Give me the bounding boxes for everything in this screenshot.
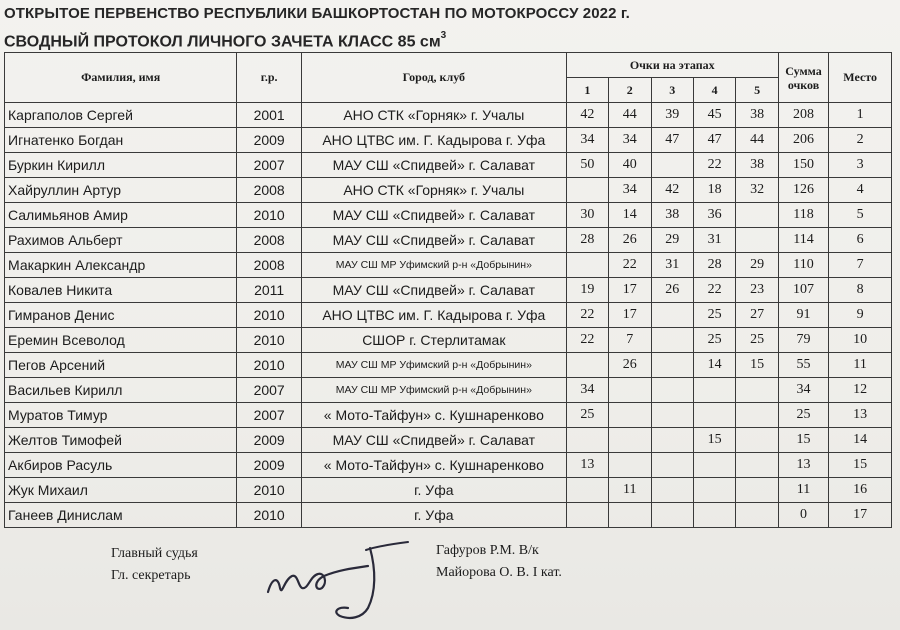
stage-2-points: 34 — [609, 178, 651, 203]
place: 5 — [829, 203, 892, 228]
table-row — [5, 253, 892, 278]
stage-3-points: 26 — [651, 278, 693, 303]
stage-1-points — [566, 478, 608, 503]
stage-3-points — [651, 353, 693, 378]
rider-name: Салимьянов Амир — [5, 203, 237, 228]
stage-3-points: 47 — [651, 128, 693, 153]
stage-1-points: 42 — [566, 103, 608, 128]
place: 14 — [829, 428, 892, 453]
header-stage-3: 3 — [651, 78, 693, 103]
table-row — [5, 453, 892, 478]
stage-3-points — [651, 378, 693, 403]
birth-year: 2010 — [237, 203, 302, 228]
stage-4-points — [693, 403, 735, 428]
table-row — [5, 403, 892, 428]
stage-4-points: 22 — [693, 278, 735, 303]
stage-5-points: 23 — [736, 278, 778, 303]
stage-5-points: 29 — [736, 253, 778, 278]
club: МАУ СШ «Спидвей» г. Салават — [301, 228, 566, 253]
stage-3-points — [651, 303, 693, 328]
rider-name: Гимранов Денис — [5, 303, 237, 328]
table-row — [5, 428, 892, 453]
total-points: 206 — [778, 128, 829, 153]
table-row — [5, 228, 892, 253]
header-place: Место — [829, 53, 892, 103]
stage-1-points — [566, 428, 608, 453]
table-row — [5, 378, 892, 403]
handwritten-signature — [258, 530, 418, 625]
header-club: Город, клуб — [301, 53, 566, 103]
total-points: 110 — [778, 253, 829, 278]
total-points: 114 — [778, 228, 829, 253]
club: МАУ СШ «Спидвей» г. Салават — [301, 203, 566, 228]
place: 6 — [829, 228, 892, 253]
stage-2-points — [609, 403, 651, 428]
stage-4-points: 18 — [693, 178, 735, 203]
table-row — [5, 478, 892, 503]
stage-3-points — [651, 328, 693, 353]
total-points: 25 — [778, 403, 829, 428]
stage-4-points: 36 — [693, 203, 735, 228]
rider-name: Игнатенко Богдан — [5, 128, 237, 153]
birth-year: 2007 — [237, 403, 302, 428]
club: « Мото-Тайфун» с. Кушнаренково — [301, 403, 566, 428]
results-table — [4, 52, 892, 528]
birth-year: 2011 — [237, 278, 302, 303]
stage-3-points — [651, 403, 693, 428]
stage-1-points — [566, 353, 608, 378]
stage-3-points: 42 — [651, 178, 693, 203]
birth-year: 2009 — [237, 128, 302, 153]
header-stage-1: 1 — [566, 78, 608, 103]
stage-5-points — [736, 453, 778, 478]
stage-1-points: 19 — [566, 278, 608, 303]
club: МАУ СШ «Спидвей» г. Салават — [301, 428, 566, 453]
rider-name: Ганеев Динислам — [5, 503, 237, 528]
total-points: 150 — [778, 153, 829, 178]
club: СШОР г. Стерлитамак — [301, 328, 566, 353]
club: г. Уфа — [301, 478, 566, 503]
birth-year: 2009 — [237, 453, 302, 478]
header-name: Фамилия, имя — [5, 53, 237, 103]
stage-4-points: 45 — [693, 103, 735, 128]
stage-2-points: 26 — [609, 228, 651, 253]
stage-2-points: 44 — [609, 103, 651, 128]
rider-name: Рахимов Альберт — [5, 228, 237, 253]
table-row — [5, 103, 892, 128]
birth-year: 2010 — [237, 303, 302, 328]
club: АНО СТК «Горняк» г. Учалы — [301, 178, 566, 203]
stage-5-points — [736, 478, 778, 503]
place: 3 — [829, 153, 892, 178]
stage-1-points: 22 — [566, 303, 608, 328]
stage-2-points: 26 — [609, 353, 651, 378]
stage-2-points: 17 — [609, 278, 651, 303]
total-points: 91 — [778, 303, 829, 328]
birth-year: 2001 — [237, 103, 302, 128]
secretary-label: Гл. секретарь — [111, 568, 191, 583]
stage-2-points: 34 — [609, 128, 651, 153]
rider-name: Буркин Кирилл — [5, 153, 237, 178]
stage-1-points: 22 — [566, 328, 608, 353]
stage-5-points: 32 — [736, 178, 778, 203]
place: 7 — [829, 253, 892, 278]
place: 11 — [829, 353, 892, 378]
stage-3-points — [651, 428, 693, 453]
table-row — [5, 303, 892, 328]
birth-year: 2010 — [237, 353, 302, 378]
rider-name: Макаркин Александр — [5, 253, 237, 278]
total-points: 0 — [778, 503, 829, 528]
stage-4-points: 15 — [693, 428, 735, 453]
stage-1-points: 28 — [566, 228, 608, 253]
place: 17 — [829, 503, 892, 528]
stage-2-points — [609, 503, 651, 528]
stage-5-points: 38 — [736, 103, 778, 128]
header-stage-2: 2 — [609, 78, 651, 103]
birth-year: 2010 — [237, 328, 302, 353]
stage-2-points — [609, 428, 651, 453]
stage-2-points — [609, 378, 651, 403]
total-points: 15 — [778, 428, 829, 453]
protocol-subtitle-superscript: 3 — [440, 30, 447, 41]
club: АНО ЦТВС им. Г. Кадырова г. Уфа — [301, 128, 566, 153]
club: АНО ЦТВС им. Г. Кадырова г. Уфа — [301, 303, 566, 328]
rider-name: Ковалев Никита — [5, 278, 237, 303]
place: 1 — [829, 103, 892, 128]
stage-3-points: 31 — [651, 253, 693, 278]
place: 13 — [829, 403, 892, 428]
chief-judge-name: Гафуров Р.М. В/к — [436, 543, 539, 558]
stage-5-points — [736, 428, 778, 453]
results-table-body — [5, 103, 892, 528]
stage-5-points — [736, 378, 778, 403]
stage-3-points — [651, 453, 693, 478]
total-points: 11 — [778, 478, 829, 503]
rider-name: Пегов Арсений — [5, 353, 237, 378]
stage-1-points: 34 — [566, 128, 608, 153]
stage-5-points — [736, 228, 778, 253]
stage-2-points — [609, 453, 651, 478]
protocol-subtitle — [4, 32, 446, 51]
rider-name: Муратов Тимур — [5, 403, 237, 428]
total-points: 208 — [778, 103, 829, 128]
table-row — [5, 353, 892, 378]
stage-1-points: 50 — [566, 153, 608, 178]
rider-name: Хайруллин Артур — [5, 178, 237, 203]
table-row — [5, 503, 892, 528]
total-points: 79 — [778, 328, 829, 353]
stage-2-points: 14 — [609, 203, 651, 228]
place: 15 — [829, 453, 892, 478]
header-stage-4: 4 — [693, 78, 735, 103]
stage-4-points: 14 — [693, 353, 735, 378]
protocol-title: ОТКРЫТОЕ ПЕРВЕНСТВО РЕСПУБЛИКИ БАШКОРТОСТАН ПО МОТОКРОССУ 2022 г. — [4, 5, 630, 22]
stage-5-points: 27 — [736, 303, 778, 328]
place: 4 — [829, 178, 892, 203]
table-row — [5, 203, 892, 228]
stage-4-points: 22 — [693, 153, 735, 178]
stage-1-points — [566, 503, 608, 528]
club: МАУ СШ МР Уфимский р-н «Добрынин» — [301, 253, 566, 278]
stage-2-points: 22 — [609, 253, 651, 278]
birth-year: 2007 — [237, 378, 302, 403]
total-points: 13 — [778, 453, 829, 478]
stage-5-points: 25 — [736, 328, 778, 353]
table-row — [5, 178, 892, 203]
stage-2-points: 11 — [609, 478, 651, 503]
stage-4-points — [693, 503, 735, 528]
club: МАУ СШ МР Уфимский р-н «Добрынин» — [301, 378, 566, 403]
birth-year: 2009 — [237, 428, 302, 453]
birth-year: 2008 — [237, 178, 302, 203]
place: 8 — [829, 278, 892, 303]
stage-3-points: 29 — [651, 228, 693, 253]
club: МАУ СШ МР Уфимский р-н «Добрынин» — [301, 353, 566, 378]
stage-4-points: 47 — [693, 128, 735, 153]
stage-3-points — [651, 153, 693, 178]
stage-2-points: 40 — [609, 153, 651, 178]
rider-name: Васильев Кирилл — [5, 378, 237, 403]
table-row — [5, 328, 892, 353]
footer-names — [436, 540, 562, 584]
rider-name: Жук Михаил — [5, 478, 237, 503]
stage-4-points: 25 — [693, 303, 735, 328]
stage-1-points — [566, 178, 608, 203]
rider-name: Каргаполов Сергей — [5, 103, 237, 128]
stage-3-points — [651, 503, 693, 528]
stage-1-points: 30 — [566, 203, 608, 228]
birth-year: 2010 — [237, 478, 302, 503]
place: 9 — [829, 303, 892, 328]
stage-3-points — [651, 478, 693, 503]
stage-3-points: 38 — [651, 203, 693, 228]
total-points: 118 — [778, 203, 829, 228]
stage-5-points — [736, 203, 778, 228]
stage-4-points: 28 — [693, 253, 735, 278]
stage-4-points: 25 — [693, 328, 735, 353]
header-stage-5: 5 — [736, 78, 778, 103]
stage-1-points — [566, 253, 608, 278]
total-points: 55 — [778, 353, 829, 378]
stage-4-points — [693, 453, 735, 478]
rider-name: Акбиров Расуль — [5, 453, 237, 478]
stage-1-points: 25 — [566, 403, 608, 428]
total-points: 107 — [778, 278, 829, 303]
rider-name: Еремин Всеволод — [5, 328, 237, 353]
chief-judge-label: Главный судья — [111, 546, 198, 561]
birth-year: 2008 — [237, 228, 302, 253]
table-row — [5, 128, 892, 153]
rider-name: Желтов Тимофей — [5, 428, 237, 453]
club: АНО СТК «Горняк» г. Учалы — [301, 103, 566, 128]
stage-5-points — [736, 403, 778, 428]
stage-2-points: 7 — [609, 328, 651, 353]
place: 10 — [829, 328, 892, 353]
stage-5-points: 15 — [736, 353, 778, 378]
total-points: 34 — [778, 378, 829, 403]
place: 16 — [829, 478, 892, 503]
stage-1-points: 34 — [566, 378, 608, 403]
birth-year: 2010 — [237, 503, 302, 528]
stage-3-points: 39 — [651, 103, 693, 128]
club: МАУ СШ «Спидвей» г. Салават — [301, 153, 566, 178]
footer-labels — [111, 543, 198, 587]
place: 2 — [829, 128, 892, 153]
birth-year: 2007 — [237, 153, 302, 178]
header-stages: Очки на этапах — [566, 53, 778, 78]
birth-year: 2008 — [237, 253, 302, 278]
stage-4-points: 31 — [693, 228, 735, 253]
stage-4-points — [693, 378, 735, 403]
protocol-subtitle-text: СВОДНЫЙ ПРОТОКОЛ ЛИЧНОГО ЗАЧЕТА КЛАСС 85 см — [4, 33, 441, 51]
stage-5-points: 38 — [736, 153, 778, 178]
stage-2-points: 17 — [609, 303, 651, 328]
table-row — [5, 278, 892, 303]
club: « Мото-Тайфун» с. Кушнаренково — [301, 453, 566, 478]
secretary-name: Майорова О. В. I кат. — [436, 565, 562, 580]
club: МАУ СШ «Спидвей» г. Салават — [301, 278, 566, 303]
club: г. Уфа — [301, 503, 566, 528]
stage-5-points — [736, 503, 778, 528]
header-sum: Сумма очков — [778, 53, 829, 103]
stage-4-points — [693, 478, 735, 503]
place: 12 — [829, 378, 892, 403]
table-row — [5, 153, 892, 178]
results-table-header — [5, 53, 892, 103]
stage-1-points: 13 — [566, 453, 608, 478]
header-year: г.р. — [237, 53, 302, 103]
stage-5-points: 44 — [736, 128, 778, 153]
total-points: 126 — [778, 178, 829, 203]
